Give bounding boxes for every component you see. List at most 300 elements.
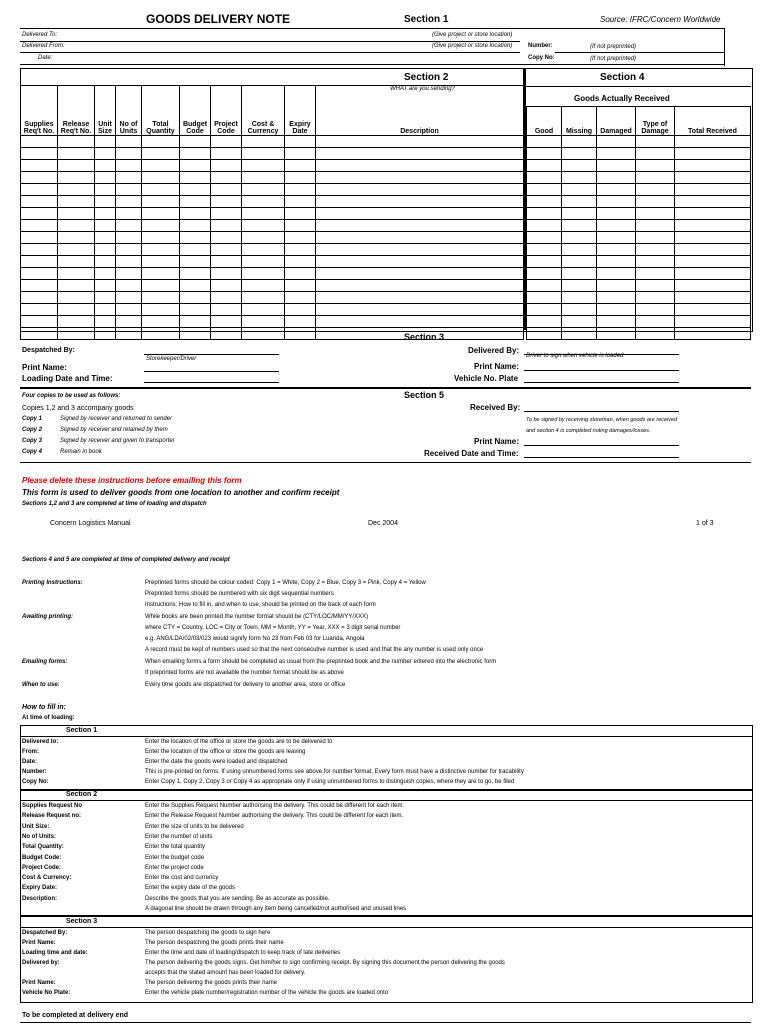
- grid-cell[interactable]: [527, 148, 562, 160]
- grid-cell[interactable]: [316, 256, 524, 268]
- grid-cell[interactable]: [142, 268, 180, 280]
- item-row[interactable]: [21, 292, 524, 304]
- fill-section-2-title: Section 2: [66, 791, 98, 798]
- grid-cell[interactable]: [95, 208, 116, 220]
- grid-cell[interactable]: [180, 160, 211, 172]
- received-row[interactable]: [527, 280, 751, 292]
- grid-cell[interactable]: [285, 160, 316, 172]
- fill-field-description: Enter the expiry date of the goods: [145, 885, 236, 892]
- grid-cell[interactable]: [142, 148, 180, 160]
- grid-cell[interactable]: [316, 160, 524, 172]
- grid-cell[interactable]: [562, 172, 597, 184]
- received-row[interactable]: [527, 304, 751, 316]
- grid-cell[interactable]: [142, 172, 180, 184]
- grid-cell[interactable]: [316, 196, 524, 208]
- grid-cell[interactable]: [562, 292, 597, 304]
- grid-cell[interactable]: [21, 172, 58, 184]
- grid-cell[interactable]: [597, 196, 636, 208]
- grid-cell[interactable]: [285, 208, 316, 220]
- grid-cell[interactable]: [211, 280, 242, 292]
- grid-cell[interactable]: [58, 172, 95, 184]
- grid-cell[interactable]: [597, 160, 636, 172]
- grid-cell[interactable]: [285, 148, 316, 160]
- received-row[interactable]: [527, 232, 751, 244]
- grid-cell[interactable]: [527, 268, 562, 280]
- grid-cell[interactable]: [527, 196, 562, 208]
- grid-cell[interactable]: [58, 328, 95, 340]
- fill-field-description: The person delivering the goods prints their name: [145, 980, 278, 986]
- grid-cell[interactable]: [116, 136, 142, 148]
- item-row[interactable]: [21, 172, 524, 184]
- grid-cell[interactable]: [636, 220, 675, 232]
- grid-cell[interactable]: [95, 184, 116, 196]
- grid-cell[interactable]: [211, 196, 242, 208]
- grid-cell[interactable]: [636, 208, 675, 220]
- received-row[interactable]: [527, 184, 751, 196]
- grid-cell[interactable]: [636, 292, 675, 304]
- grid-cell[interactable]: [180, 328, 211, 340]
- grid-cell[interactable]: [116, 256, 142, 268]
- grid-cell[interactable]: [116, 280, 142, 292]
- grid-cell[interactable]: [116, 160, 142, 172]
- storekeeper-note: Storekeeper/Driver: [146, 356, 197, 362]
- driver-note: Driver to sign when vehicle is loaded: [526, 353, 624, 359]
- grid-cell[interactable]: [675, 220, 751, 232]
- grid-cell[interactable]: [21, 268, 58, 280]
- grid-cell[interactable]: [675, 232, 751, 244]
- grid-cell[interactable]: [180, 184, 211, 196]
- grid-cell[interactable]: [675, 148, 751, 160]
- footer-manual: Concern Logistics Manual: [50, 520, 131, 527]
- item-row[interactable]: [21, 136, 524, 148]
- grid-cell[interactable]: [636, 232, 675, 244]
- grid-cell[interactable]: [21, 316, 58, 328]
- grid-cell[interactable]: [675, 256, 751, 268]
- grid-cell[interactable]: [597, 220, 636, 232]
- grid-cell[interactable]: [636, 280, 675, 292]
- grid-cell[interactable]: [316, 148, 524, 160]
- grid-cell[interactable]: [180, 136, 211, 148]
- grid-cell[interactable]: [142, 316, 180, 328]
- grid-cell[interactable]: [636, 136, 675, 148]
- grid-cell[interactable]: [597, 316, 636, 328]
- grid-cell[interactable]: [58, 148, 95, 160]
- item-row[interactable]: [21, 304, 524, 316]
- grid-cell[interactable]: [211, 160, 242, 172]
- grid-cell[interactable]: [21, 184, 58, 196]
- grid-cell[interactable]: [116, 328, 142, 340]
- grid-cell[interactable]: [211, 172, 242, 184]
- grid-cell[interactable]: [316, 232, 524, 244]
- item-row[interactable]: [21, 160, 524, 172]
- item-row[interactable]: [21, 328, 524, 340]
- grid-cell[interactable]: [116, 232, 142, 244]
- grid-cell[interactable]: [95, 196, 116, 208]
- grid-cell[interactable]: [116, 268, 142, 280]
- grid-cell[interactable]: [316, 316, 524, 328]
- grid-cell[interactable]: [211, 232, 242, 244]
- grid-cell[interactable]: [58, 220, 95, 232]
- item-row[interactable]: [21, 148, 524, 160]
- grid-cell[interactable]: [180, 208, 211, 220]
- received-row[interactable]: [527, 328, 751, 340]
- copy-description: Signed by receiver and given to transporter: [60, 438, 175, 444]
- grid-cell[interactable]: [211, 148, 242, 160]
- grid-cell[interactable]: [285, 232, 316, 244]
- grid-cell[interactable]: [527, 220, 562, 232]
- received-row[interactable]: [527, 208, 751, 220]
- grid-cell[interactable]: [562, 196, 597, 208]
- grid-cell[interactable]: [636, 244, 675, 256]
- grid-cell[interactable]: [242, 316, 285, 328]
- grid-cell[interactable]: [675, 244, 751, 256]
- received-row[interactable]: [527, 196, 751, 208]
- grid-cell[interactable]: [58, 232, 95, 244]
- grid-cell[interactable]: [58, 196, 95, 208]
- grid-cell[interactable]: [211, 220, 242, 232]
- grid-cell[interactable]: [116, 208, 142, 220]
- received-row[interactable]: [527, 172, 751, 184]
- grid-cell[interactable]: [285, 268, 316, 280]
- grid-cell[interactable]: [527, 280, 562, 292]
- grid-cell[interactable]: [675, 328, 751, 340]
- grid-cell[interactable]: [21, 136, 58, 148]
- grid-cell[interactable]: [242, 208, 285, 220]
- grid-cell[interactable]: [242, 256, 285, 268]
- grid-cell[interactable]: [285, 304, 316, 316]
- grid-cell[interactable]: [636, 328, 675, 340]
- grid-cell[interactable]: [95, 304, 116, 316]
- grid-cell[interactable]: [142, 220, 180, 232]
- grid-cell[interactable]: [597, 148, 636, 160]
- received-row[interactable]: [527, 268, 751, 280]
- grid-cell[interactable]: [597, 268, 636, 280]
- item-row[interactable]: [21, 256, 524, 268]
- grid-cell[interactable]: [636, 148, 675, 160]
- grid-cell[interactable]: [95, 268, 116, 280]
- grid-cell[interactable]: [562, 184, 597, 196]
- grid-cell[interactable]: [142, 184, 180, 196]
- grid-cell[interactable]: [242, 268, 285, 280]
- grid-cell[interactable]: [180, 148, 211, 160]
- grid-cell[interactable]: [142, 256, 180, 268]
- grid-cell[interactable]: [527, 316, 562, 328]
- grid-cell[interactable]: [597, 172, 636, 184]
- grid-cell[interactable]: [597, 208, 636, 220]
- grid-cell[interactable]: [21, 148, 58, 160]
- grid-cell[interactable]: [95, 160, 116, 172]
- grid-cell[interactable]: [597, 256, 636, 268]
- grid-cell[interactable]: [211, 316, 242, 328]
- grid-cell[interactable]: [21, 196, 58, 208]
- item-row[interactable]: [21, 280, 524, 292]
- grid-cell[interactable]: [21, 292, 58, 304]
- grid-cell[interactable]: [597, 280, 636, 292]
- grid-cell[interactable]: [316, 172, 524, 184]
- grid-cell[interactable]: [211, 244, 242, 256]
- grid-cell[interactable]: [675, 208, 751, 220]
- number-label: Number:: [528, 43, 553, 49]
- grid-cell[interactable]: [675, 184, 751, 196]
- grid-cell[interactable]: [180, 196, 211, 208]
- grid-cell[interactable]: [142, 292, 180, 304]
- grid-cell[interactable]: [95, 316, 116, 328]
- grid-cell[interactable]: [211, 268, 242, 280]
- grid-cell[interactable]: [242, 148, 285, 160]
- item-row[interactable]: [21, 316, 524, 328]
- grid-cell[interactable]: [562, 160, 597, 172]
- grid-cell[interactable]: [180, 292, 211, 304]
- grid-cell[interactable]: [180, 232, 211, 244]
- grid-cell[interactable]: [180, 244, 211, 256]
- grid-cell[interactable]: [116, 148, 142, 160]
- grid-cell[interactable]: [636, 172, 675, 184]
- col-total-received: Total Received: [675, 107, 751, 136]
- grid-cell[interactable]: [636, 316, 675, 328]
- grid-cell[interactable]: [285, 172, 316, 184]
- grid-cell[interactable]: [675, 136, 751, 148]
- copy-label: Copy 2: [22, 427, 43, 433]
- grid-cell[interactable]: [116, 316, 142, 328]
- grid-cell[interactable]: [116, 172, 142, 184]
- grid-cell[interactable]: [527, 328, 562, 340]
- grid-cell[interactable]: [562, 316, 597, 328]
- grid-cell[interactable]: [242, 220, 285, 232]
- grid-cell[interactable]: [285, 328, 316, 340]
- grid-cell[interactable]: [316, 268, 524, 280]
- grid-cell[interactable]: [597, 244, 636, 256]
- grid-cell[interactable]: [562, 244, 597, 256]
- grid-cell[interactable]: [180, 172, 211, 184]
- grid-cell[interactable]: [675, 268, 751, 280]
- grid-cell[interactable]: [562, 148, 597, 160]
- received-row[interactable]: [527, 148, 751, 160]
- grid-cell[interactable]: [95, 244, 116, 256]
- received-row[interactable]: [527, 220, 751, 232]
- grid-cell[interactable]: [21, 208, 58, 220]
- grid-cell[interactable]: [285, 256, 316, 268]
- grid-cell[interactable]: [95, 292, 116, 304]
- received-row[interactable]: [527, 244, 751, 256]
- grid-cell[interactable]: [675, 172, 751, 184]
- grid-cell[interactable]: [95, 232, 116, 244]
- grid-cell[interactable]: [562, 268, 597, 280]
- grid-cell[interactable]: [562, 304, 597, 316]
- grid-cell[interactable]: [285, 316, 316, 328]
- grid-cell[interactable]: [142, 160, 180, 172]
- item-row[interactable]: [21, 220, 524, 232]
- received-row[interactable]: [527, 292, 751, 304]
- grid-cell[interactable]: [95, 280, 116, 292]
- grid-cell[interactable]: [116, 220, 142, 232]
- grid-cell[interactable]: [58, 244, 95, 256]
- grid-cell[interactable]: [95, 172, 116, 184]
- item-row[interactable]: [21, 184, 524, 196]
- grid-cell[interactable]: [316, 244, 524, 256]
- item-row[interactable]: [21, 232, 524, 244]
- grid-cell[interactable]: [675, 160, 751, 172]
- grid-cell[interactable]: [316, 304, 524, 316]
- grid-cell[interactable]: [21, 280, 58, 292]
- grid-cell[interactable]: [597, 304, 636, 316]
- grid-cell[interactable]: [285, 280, 316, 292]
- grid-cell[interactable]: [211, 292, 242, 304]
- grid-cell[interactable]: [95, 148, 116, 160]
- grid-cell[interactable]: [527, 208, 562, 220]
- grid-cell[interactable]: [316, 136, 524, 148]
- grid-cell[interactable]: [116, 184, 142, 196]
- grid-cell[interactable]: [211, 304, 242, 316]
- grid-cell[interactable]: [527, 184, 562, 196]
- grid-cell[interactable]: [636, 268, 675, 280]
- grid-cell[interactable]: [58, 292, 95, 304]
- grid-cell[interactable]: [116, 292, 142, 304]
- grid-cell[interactable]: [242, 136, 285, 148]
- grid-cell[interactable]: [597, 292, 636, 304]
- grid-cell[interactable]: [95, 256, 116, 268]
- grid-cell[interactable]: [21, 244, 58, 256]
- grid-cell[interactable]: [527, 292, 562, 304]
- grid-cell[interactable]: [58, 256, 95, 268]
- grid-cell[interactable]: [21, 328, 58, 340]
- grid-cell[interactable]: [116, 196, 142, 208]
- grid-cell[interactable]: [562, 256, 597, 268]
- grid-cell[interactable]: [285, 244, 316, 256]
- received-row[interactable]: [527, 256, 751, 268]
- grid-cell[interactable]: [242, 232, 285, 244]
- grid-cell[interactable]: [675, 292, 751, 304]
- grid-cell[interactable]: [675, 304, 751, 316]
- grid-cell[interactable]: [21, 220, 58, 232]
- grid-cell[interactable]: [242, 172, 285, 184]
- grid-cell[interactable]: [242, 244, 285, 256]
- grid-cell[interactable]: [58, 136, 95, 148]
- grid-cell[interactable]: [58, 208, 95, 220]
- grid-cell[interactable]: [116, 304, 142, 316]
- grid-cell[interactable]: [21, 256, 58, 268]
- grid-cell[interactable]: [58, 304, 95, 316]
- grid-cell[interactable]: [58, 184, 95, 196]
- grid-cell[interactable]: [242, 196, 285, 208]
- grid-cell[interactable]: [675, 280, 751, 292]
- grid-cell[interactable]: [142, 304, 180, 316]
- grid-cell[interactable]: [142, 280, 180, 292]
- grid-cell[interactable]: [316, 220, 524, 232]
- grid-cell[interactable]: [285, 136, 316, 148]
- grid-cell[interactable]: [527, 160, 562, 172]
- received-row[interactable]: [527, 160, 751, 172]
- grid-cell[interactable]: [636, 256, 675, 268]
- grid-cell[interactable]: [285, 292, 316, 304]
- grid-cell[interactable]: [242, 304, 285, 316]
- grid-cell[interactable]: [58, 316, 95, 328]
- grid-cell[interactable]: [58, 268, 95, 280]
- grid-cell[interactable]: [58, 160, 95, 172]
- grid-cell[interactable]: [562, 280, 597, 292]
- grid-cell[interactable]: [597, 136, 636, 148]
- grid-cell[interactable]: [562, 328, 597, 340]
- grid-cell[interactable]: [316, 292, 524, 304]
- grid-cell[interactable]: [562, 136, 597, 148]
- grid-cell[interactable]: [142, 244, 180, 256]
- grid-cell[interactable]: [597, 232, 636, 244]
- grid-cell[interactable]: [180, 220, 211, 232]
- grid-cell[interactable]: [116, 244, 142, 256]
- grid-cell[interactable]: [285, 196, 316, 208]
- grid-cell[interactable]: [211, 136, 242, 148]
- grid-cell[interactable]: [180, 280, 211, 292]
- grid-cell[interactable]: [285, 220, 316, 232]
- received-row[interactable]: [527, 316, 751, 328]
- grid-cell[interactable]: [142, 232, 180, 244]
- grid-cell[interactable]: [285, 184, 316, 196]
- grid-cell[interactable]: [675, 196, 751, 208]
- grid-cell[interactable]: [211, 184, 242, 196]
- grid-cell[interactable]: [180, 304, 211, 316]
- grid-cell[interactable]: [95, 328, 116, 340]
- grid-cell[interactable]: [95, 220, 116, 232]
- grid-cell[interactable]: [142, 328, 180, 340]
- awaiting-label: Awaiting printing:: [22, 614, 73, 620]
- grid-cell[interactable]: [527, 232, 562, 244]
- grid-cell[interactable]: [95, 136, 116, 148]
- grid-cell[interactable]: [636, 160, 675, 172]
- grid-cell[interactable]: [636, 184, 675, 196]
- grid-cell[interactable]: [597, 184, 636, 196]
- grid-cell[interactable]: [21, 232, 58, 244]
- grid-cell[interactable]: [527, 244, 562, 256]
- grid-cell[interactable]: [636, 304, 675, 316]
- grid-cell[interactable]: [142, 196, 180, 208]
- grid-cell[interactable]: [527, 172, 562, 184]
- grid-cell[interactable]: [211, 256, 242, 268]
- grid-cell[interactable]: [58, 280, 95, 292]
- item-row[interactable]: [21, 268, 524, 280]
- grid-cell[interactable]: [636, 196, 675, 208]
- received-row[interactable]: [527, 136, 751, 148]
- grid-cell[interactable]: [21, 304, 58, 316]
- grid-cell[interactable]: [562, 220, 597, 232]
- grid-cell[interactable]: [211, 328, 242, 340]
- grid-cell[interactable]: [180, 268, 211, 280]
- grid-cell[interactable]: [242, 292, 285, 304]
- grid-cell[interactable]: [180, 256, 211, 268]
- grid-cell[interactable]: [316, 280, 524, 292]
- grid-cell[interactable]: [242, 160, 285, 172]
- grid-cell[interactable]: [527, 304, 562, 316]
- grid-cell[interactable]: [527, 256, 562, 268]
- item-row[interactable]: [21, 208, 524, 220]
- grid-cell[interactable]: [142, 208, 180, 220]
- grid-cell[interactable]: [675, 316, 751, 328]
- grid-cell[interactable]: [316, 184, 524, 196]
- grid-cell[interactable]: [142, 136, 180, 148]
- item-row[interactable]: [21, 244, 524, 256]
- grid-cell[interactable]: [242, 184, 285, 196]
- grid-cell[interactable]: [242, 280, 285, 292]
- grid-cell[interactable]: [211, 208, 242, 220]
- grid-cell[interactable]: [180, 316, 211, 328]
- grid-cell[interactable]: [21, 160, 58, 172]
- grid-cell[interactable]: [527, 136, 562, 148]
- grid-cell[interactable]: [316, 208, 524, 220]
- item-row[interactable]: [21, 196, 524, 208]
- section-4-table: [526, 106, 751, 340]
- grid-cell[interactable]: [562, 208, 597, 220]
- grid-cell[interactable]: [242, 328, 285, 340]
- grid-cell[interactable]: [597, 328, 636, 340]
- grid-cell[interactable]: [562, 232, 597, 244]
